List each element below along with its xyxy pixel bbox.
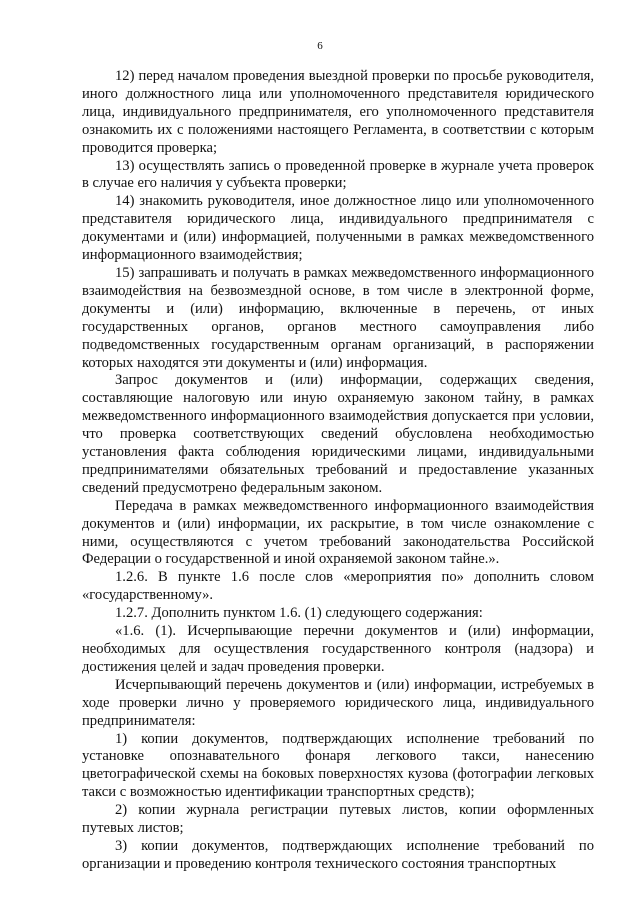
paragraph-request-secret-info: Запрос документов и (или) информации, содержащих сведения, составляющие налоговую или иную охраняемую законом тайну, в рамках межведомственного информационного взаимодействия допускается при условии, что проверка соответствующих сведений обусловлена необходимостью установления факта соблюдения юридическими лицами, индивидуальными предпринимателями обязательных требований и предоставление указанных сведений предусмотрено федеральным законом. <box>82 372 594 496</box>
list-item-2: 2) копии журнала регистрации путевых листов, копии оформленных путевых листов; <box>82 802 594 837</box>
paragraph-item-13: 13) осуществлять запись о проведенной проверке в журнале учета проверок в случае его наличия у субъекта проверки; <box>82 157 594 192</box>
paragraph-item-14: 14) знакомить руководителя, иное должностное лицо или уполномоченного представителя юридического лица, индивидуального предпринимателя с документами и (или) информацией, полученными в рамках межведомственного информационного взаимодействия; <box>82 193 594 264</box>
paragraph-item-15: 15) запрашивать и получать в рамках межведомственного информационного взаимодействия на безвозмездной основе, в том числе в электронной форме, документы и (или) информацию, включенные в перечень, от иных государственных органов, органов местного самоуправления либо подведомственных государственным органам организаций, в распоряжении которых находятся эти документы и (или) информация. <box>82 264 594 371</box>
paragraph-item-12: 12) перед началом проведения выездной проверки по просьбе руководителя, иного должностного лица или уполномоченного представителя юридического лица, индивидуального предпринимателя, его уполномоченного представителя ознакомить их с положениями настоящего Регламента, в соответствии с которым проводится проверка; <box>82 68 594 156</box>
list-item-3: 3) копии документов, подтверждающих исполнение требований по организации и проведению контроля технического состояния транспортных <box>82 837 594 872</box>
document-body <box>82 68 594 874</box>
paragraph-exhaustive-list: Исчерпывающий перечень документов и (или) информации, истребуемых в ходе проверки лично у проверяемого юридического лица, индивидуального предпринимателя: <box>82 676 594 729</box>
paragraph-1-2-6: 1.2.6. В пункте 1.6 после слов «мероприятия по» дополнить словом «государственному». <box>82 569 594 604</box>
paragraph-1-6-1: «1.6. (1). Исчерпывающие перечни документов и (или) информации, необходимых для осуществления государственного контроля (надзора) и достижения целей и задач проведения проверки. <box>82 623 594 675</box>
list-item-1: 1) копии документов, подтверждающих исполнение требований по установке опознавательного фонаря легкового такси, нанесению цветографической схемы на боковых поверхностях кузова (фотографии легковых такси с возможностью идентификации транспортных средств); <box>82 730 594 801</box>
page-number: 6 <box>317 40 323 52</box>
paragraph-1-2-7: 1.2.7. Дополнить пунктом 1.6. (1) следующего содержания: <box>115 605 483 622</box>
paragraph-transfer-info: Передача в рамках межведомственного информационного взаимодействия документов и (или) информации, их раскрытие, в том числе ознакомление с ними, осуществляются с учетом требований законодательства Российской Федерации о государственной и иной охраняемой законом тайне.». <box>82 497 594 568</box>
